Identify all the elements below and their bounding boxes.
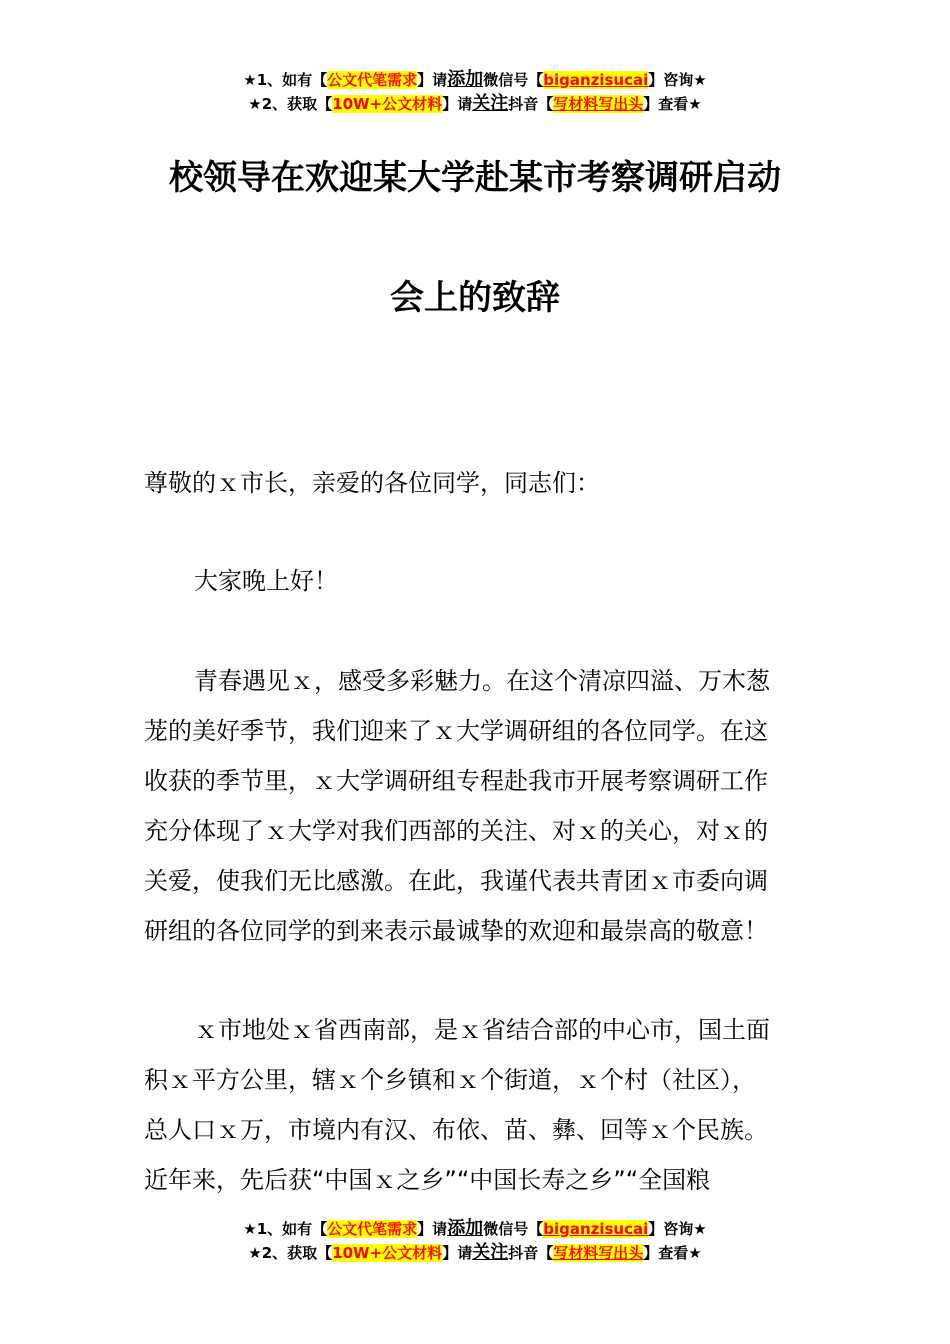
- banner-line-1: [0, 1217, 950, 1241]
- text-line: 青春遇见ｘ，感受多彩魅力。在这个清凉四溢、万木葱: [194, 667, 770, 695]
- emphasis: 关注: [472, 1242, 509, 1263]
- highlight: 10W+公文材料: [332, 1244, 443, 1262]
- text: ★2、获取【: [248, 95, 333, 113]
- text: 】请: [442, 1244, 473, 1262]
- text: 】请: [417, 71, 448, 89]
- text-line: ｘ市地处ｘ省西南部，是ｘ省结合部的中心市，国土面: [194, 1016, 770, 1044]
- title-line-2: 会上的致辞: [390, 278, 560, 318]
- text: 】咨询★: [648, 1220, 707, 1238]
- text-line: 收获的季节里，ｘ大学调研组专程赴我市开展考察调研工作: [144, 767, 768, 795]
- text: ★2、获取【: [248, 1244, 333, 1262]
- text: 】查看★: [643, 1244, 702, 1262]
- text: 】查看★: [643, 95, 702, 113]
- text-line: 积ｘ平方公里，辖ｘ个乡镇和ｘ个街道，ｘ个村（社区），: [144, 1066, 756, 1094]
- title-line-1: 校领导在欢迎某大学赴某市考察调研启动: [169, 158, 781, 198]
- salutation: 尊敬的ｘ市长，亲爱的各位同学，同志们：: [144, 469, 600, 497]
- bottom-banner: [0, 1217, 950, 1265]
- emphasis: 关注: [472, 93, 509, 114]
- top-banner: [0, 68, 950, 116]
- emphasis: 添加: [447, 1218, 484, 1239]
- text: 微信号【: [483, 71, 544, 89]
- highlight: 公文代笔需求: [327, 71, 418, 89]
- banner-line-2: [0, 92, 950, 116]
- text: ★1、如有【: [243, 71, 328, 89]
- text-line: 充分体现了ｘ大学对我们西部的关注、对ｘ的关心，对ｘ的: [144, 817, 768, 845]
- highlight: 10W+公文材料: [332, 95, 443, 113]
- text-line: 关爱，使我们无比感激。在此，我谨代表共青团ｘ市委向调: [144, 867, 768, 895]
- wechat-id: biganzisucai: [543, 1220, 649, 1238]
- banner-line-2: [0, 1241, 950, 1265]
- text-line: 总人口ｘ万，市境内有汉、布依、苗、彝、回等ｘ个民族。: [144, 1116, 768, 1144]
- highlight: 公文代笔需求: [327, 1220, 418, 1238]
- text: ★1、如有【: [243, 1220, 328, 1238]
- text: 】请: [442, 95, 473, 113]
- text: 抖音【: [508, 1244, 554, 1262]
- banner-line-1: [0, 68, 950, 92]
- text: 】请: [417, 1220, 448, 1238]
- text-line: 近年来，先后获“中国ｘ之乡”“中国长寿之乡”“全国粮: [144, 1166, 711, 1194]
- text-line: 茏的美好季节，我们迎来了ｘ大学调研组的各位同学。在这: [144, 717, 768, 745]
- text: 】咨询★: [648, 71, 707, 89]
- text-line: 研组的各位同学的到来表示最诚挚的欢迎和最崇高的敬意！: [144, 917, 768, 945]
- text: 抖音【: [508, 95, 554, 113]
- greeting: 大家晚上好！: [194, 567, 338, 595]
- douyin-id: 写材料写出头: [553, 95, 644, 113]
- douyin-id: 写材料写出头: [553, 1244, 644, 1262]
- emphasis: 添加: [447, 69, 484, 90]
- text: 微信号【: [483, 1220, 544, 1238]
- wechat-id: biganzisucai: [543, 71, 649, 89]
